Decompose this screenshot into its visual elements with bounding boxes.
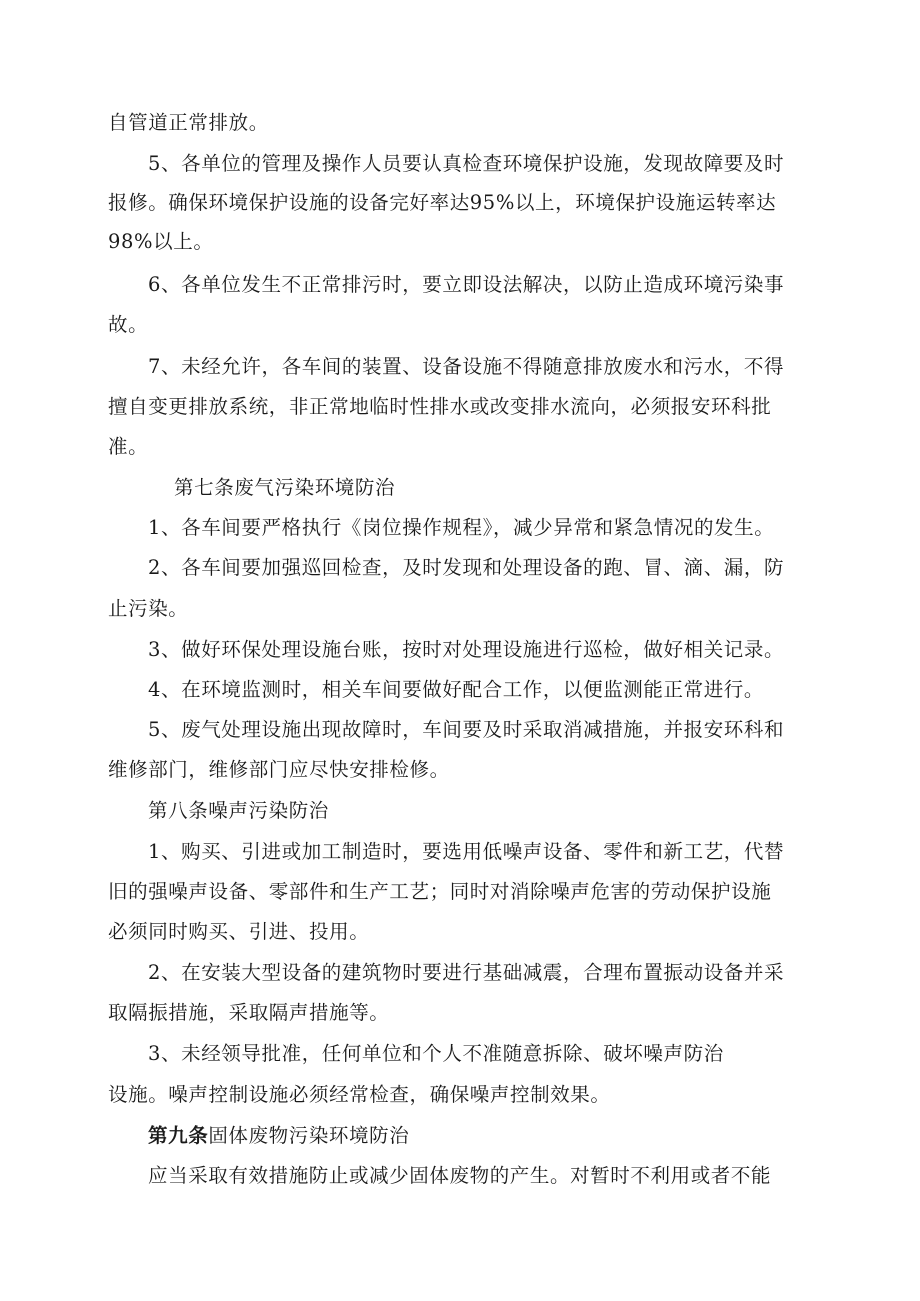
text-line: 2、各车间要加强巡回检查，及时发现和处理设备的跑、冒、滴、漏，防 bbox=[148, 556, 785, 579]
text-line: 取隔振措施，采取隔声措施等。 bbox=[108, 1001, 390, 1024]
text-line: 旧的强噪声设备、零部件和生产工艺；同时对消除噪声危害的劳动保护设施 bbox=[108, 880, 772, 903]
text-line: 7、未经允许，各车间的装置、设备设施不得随意排放废水和污水，不得 bbox=[148, 355, 785, 378]
text-line: 自管道正常排放。 bbox=[108, 111, 269, 134]
text-line: 98%以上。 bbox=[108, 230, 214, 253]
text-line: 5、废气处理设施出现故障时，车间要及时采取消减措施，并报安环科和 bbox=[148, 718, 785, 741]
text-line: 设施。噪声控制设施必须经常检查，确保噪声控制效果。 bbox=[108, 1083, 611, 1106]
text-line: 6、各单位发生不正常排污时，要立即设法解决，以防止造成环境污染事 bbox=[148, 273, 785, 296]
text-line: 必须同时购买、引进、投用。 bbox=[108, 920, 370, 943]
text-line: 擅自变更排放系统，非正常地临时性排水或改变排水流向，必须报安环科批 bbox=[108, 395, 772, 418]
section-heading bbox=[148, 1123, 409, 1149]
text-line: 应当采取有效措施防止或减少固体废物的产生。对暂时不利用或者不能 bbox=[148, 1164, 772, 1187]
section-heading: 第七条废气污染环境防治 bbox=[174, 476, 396, 499]
text-line: 4、在环境监测时，相关车间要做好配合工作，以便监测能正常进行。 bbox=[148, 678, 765, 701]
heading-title: 固体废物污染环境防治 bbox=[208, 1124, 410, 1147]
text-line: 准。 bbox=[108, 435, 149, 458]
text-line: 1、购买、引进或加工制造时，要选用低噪声设备、零件和新工艺，代替 bbox=[148, 840, 785, 863]
text-line: 止污染。 bbox=[108, 597, 189, 620]
text-line: 报修。确保环境保护设施的设备完好率达95%以上，环境保护设施运转率达 bbox=[108, 191, 777, 214]
text-line: 5、各单位的管理及操作人员要认真检查环境保护设施，发现故障要及时 bbox=[148, 152, 785, 175]
text-line: 维修部门，维修部门应尽快安排检修。 bbox=[108, 758, 450, 781]
text-line: 1、各车间要严格执行《岗位操作规程》，减少异常和紧急情况的发生。 bbox=[148, 516, 775, 539]
text-line: 2、在安装大型设备的建筑物时要进行基础减震，合理布置振动设备并采 bbox=[148, 961, 785, 984]
heading-number: 第九条 bbox=[148, 1124, 209, 1147]
text-line: 3、做好环保处理设施台账，按时对处理设施进行巡检，做好相关记录。 bbox=[148, 638, 785, 661]
section-heading: 第八条噪声污染防治 bbox=[148, 799, 329, 822]
text-line: 3、未经领导批准，任何单位和个人不准随意拆除、破坏噪声防治 bbox=[148, 1042, 724, 1065]
text-line: 故。 bbox=[108, 313, 149, 336]
